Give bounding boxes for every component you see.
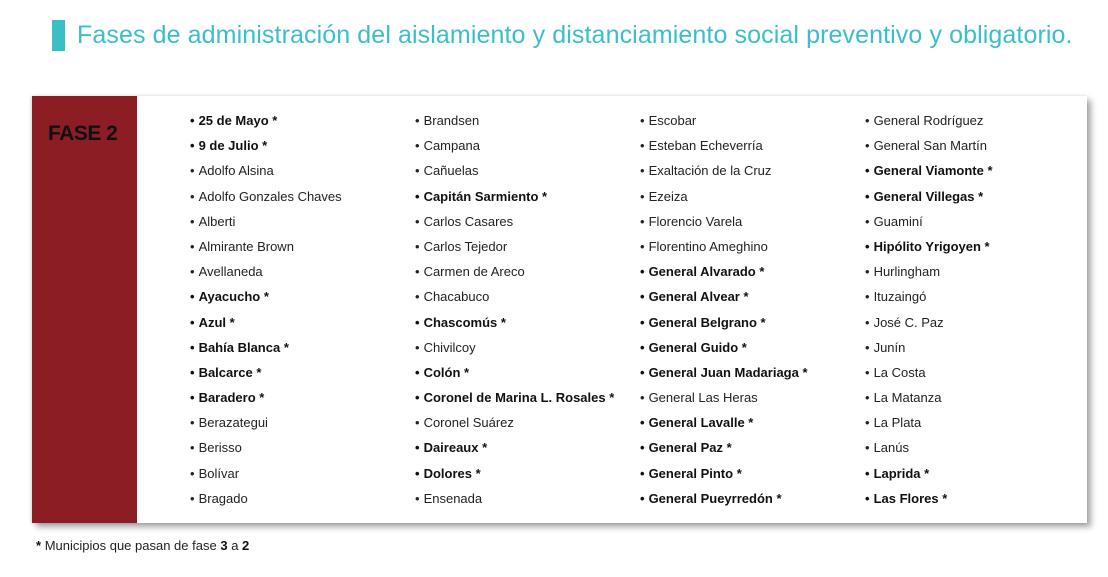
bullet-icon: • — [640, 289, 645, 305]
municipality-name: Ezeiza — [648, 188, 688, 204]
municipality-item — [640, 284, 860, 309]
bullet-icon: • — [865, 264, 870, 280]
bullet-icon: • — [640, 163, 645, 179]
municipality-name: Azul * — [198, 314, 235, 330]
municipality-item — [640, 385, 860, 410]
bullet-icon: • — [190, 415, 195, 431]
bullet-icon: • — [640, 213, 645, 229]
bullet-icon: • — [865, 440, 870, 456]
bullet-icon: • — [415, 390, 420, 406]
municipality-item — [640, 461, 860, 486]
municipality-name: General San Martín — [873, 138, 988, 154]
municipality-column-3 — [640, 108, 860, 511]
municipality-name: Alberti — [198, 213, 236, 229]
bullet-icon: • — [415, 213, 420, 229]
bullet-icon: • — [865, 465, 870, 481]
municipality-name: La Costa — [873, 364, 926, 380]
municipality-item — [415, 133, 635, 158]
municipality-item — [865, 410, 1085, 435]
phase-strip — [32, 96, 137, 523]
municipality-item — [415, 259, 635, 284]
municipality-name: General Villegas * — [873, 188, 984, 204]
bullet-icon: • — [190, 113, 195, 128]
footnote-star: * — [36, 538, 42, 553]
bullet-icon: • — [190, 490, 195, 506]
bullet-icon: • — [640, 339, 645, 355]
municipality-name: Bahía Blanca * — [198, 339, 289, 355]
municipality-item — [190, 184, 410, 209]
municipality-name: Florencio Varela — [648, 213, 743, 229]
municipality-name: La Plata — [873, 415, 922, 431]
municipality-name: 9 de Julio * — [198, 138, 268, 154]
municipality-item — [640, 234, 860, 259]
municipality-item — [865, 209, 1085, 234]
bullet-icon: • — [415, 138, 420, 154]
title-accent-bar — [52, 20, 65, 51]
municipality-column-4 — [865, 108, 1085, 511]
bullet-icon: • — [640, 264, 645, 280]
municipality-item — [640, 184, 860, 209]
bullet-icon: • — [415, 490, 420, 506]
municipality-item — [415, 158, 635, 183]
municipality-name: Chivilcoy — [423, 339, 476, 355]
municipality-name: Capitán Sarmiento * — [423, 188, 548, 204]
municipality-name: General Pinto * — [648, 465, 742, 481]
municipality-item — [640, 259, 860, 284]
bullet-icon: • — [190, 289, 195, 305]
bullet-icon: • — [415, 113, 420, 128]
municipality-item — [865, 259, 1085, 284]
municipality-item — [190, 461, 410, 486]
municipality-item — [190, 486, 410, 511]
municipality-name: General Pueyrredón * — [648, 490, 782, 506]
municipality-item — [415, 310, 635, 335]
municipality-item — [865, 486, 1085, 511]
bullet-icon: • — [190, 213, 195, 229]
municipality-item — [640, 209, 860, 234]
municipality-item — [190, 234, 410, 259]
municipality-name: Campana — [423, 138, 480, 154]
municipality-item — [190, 360, 410, 385]
municipality-name: Bragado — [198, 490, 248, 506]
municipality-name: Balcarce * — [198, 364, 262, 380]
municipality-name: General Belgrano * — [648, 314, 766, 330]
bullet-icon: • — [415, 339, 420, 355]
bullet-icon: • — [415, 415, 420, 431]
municipality-name: Escobar — [648, 113, 697, 128]
bullet-icon: • — [640, 113, 645, 128]
bullet-icon: • — [190, 440, 195, 456]
municipality-item — [865, 461, 1085, 486]
municipality-item — [415, 486, 635, 511]
municipality-item — [415, 108, 635, 133]
bullet-icon: • — [415, 163, 420, 179]
municipality-name: Brandsen — [423, 113, 480, 128]
municipality-item — [190, 335, 410, 360]
bullet-icon: • — [190, 390, 195, 406]
bullet-icon: • — [640, 440, 645, 456]
municipality-item — [640, 360, 860, 385]
municipality-name: General Alvarado * — [648, 264, 765, 280]
bullet-icon: • — [640, 490, 645, 506]
municipality-name: General Paz * — [648, 440, 732, 456]
bullet-icon: • — [190, 163, 195, 179]
municipality-name: Avellaneda — [198, 264, 263, 280]
municipality-name: General Viamonte * — [873, 163, 993, 179]
municipality-name: Berazategui — [198, 415, 268, 431]
bullet-icon: • — [865, 339, 870, 355]
municipality-name: Junín — [873, 339, 906, 355]
page-header — [52, 18, 1073, 52]
bullet-icon: • — [415, 289, 420, 305]
municipality-item — [865, 234, 1085, 259]
municipality-item — [640, 435, 860, 460]
bullet-icon: • — [190, 138, 195, 154]
municipality-item — [865, 435, 1085, 460]
municipality-name: Hurlingham — [873, 264, 941, 280]
municipality-item — [640, 310, 860, 335]
municipality-item — [865, 385, 1085, 410]
municipality-name: General Las Heras — [648, 390, 758, 406]
bullet-icon: • — [415, 364, 420, 380]
bullet-icon: • — [415, 465, 420, 481]
bullet-icon: • — [190, 364, 195, 380]
municipality-item — [640, 133, 860, 158]
municipality-item — [190, 435, 410, 460]
bullet-icon: • — [865, 113, 870, 128]
municipality-name: 25 de Mayo * — [198, 113, 278, 128]
bullet-icon: • — [865, 415, 870, 431]
footnote-text: Municipios que pasan de fase — [44, 538, 217, 553]
bullet-icon: • — [640, 314, 645, 330]
municipality-name: Dolores * — [423, 465, 481, 481]
municipality-name: Carlos Tejedor — [423, 238, 508, 254]
bullet-icon: • — [415, 440, 420, 456]
municipality-name: Las Flores * — [873, 490, 948, 506]
bullet-icon: • — [865, 238, 870, 254]
municipality-name: José C. Paz — [873, 314, 944, 330]
municipality-name: Coronel de Marina L. Rosales * — [423, 390, 615, 406]
municipality-item — [190, 310, 410, 335]
municipality-item — [415, 461, 635, 486]
municipality-name: Laprida * — [873, 465, 930, 481]
bullet-icon: • — [865, 188, 870, 204]
bullet-icon: • — [865, 289, 870, 305]
municipality-item — [415, 410, 635, 435]
bullet-icon: • — [640, 138, 645, 154]
municipality-item — [865, 158, 1085, 183]
municipality-item — [190, 133, 410, 158]
municipality-item — [190, 410, 410, 435]
municipality-item — [865, 133, 1085, 158]
footnote-to-phase: 2 — [242, 538, 250, 553]
bullet-icon: • — [190, 314, 195, 330]
municipality-item — [415, 284, 635, 309]
municipality-name: Carlos Casares — [423, 213, 514, 229]
bullet-icon: • — [865, 138, 870, 154]
bullet-icon: • — [865, 390, 870, 406]
phase-label: FASE 2 — [48, 122, 118, 145]
municipality-name: Colón * — [423, 364, 470, 380]
bullet-icon: • — [640, 415, 645, 431]
municipality-item — [415, 360, 635, 385]
municipality-name: Guaminí — [873, 213, 923, 229]
bullet-icon: • — [415, 238, 420, 254]
municipality-name: Exaltación de la Cruz — [648, 163, 772, 179]
municipality-item — [865, 360, 1085, 385]
municipality-item — [415, 335, 635, 360]
municipality-name: Adolfo Gonzales Chaves — [198, 188, 342, 204]
bullet-icon: • — [415, 188, 420, 204]
municipality-name: Lanús — [873, 440, 909, 456]
municipality-name: General Guido * — [648, 339, 747, 355]
bullet-icon: • — [865, 314, 870, 330]
municipality-name: General Lavalle * — [648, 415, 754, 431]
municipality-item — [415, 435, 635, 460]
municipality-name: Berisso — [198, 440, 242, 456]
bullet-icon: • — [415, 314, 420, 330]
bullet-icon: • — [865, 364, 870, 380]
footnote-from-phase: 3 — [220, 538, 228, 553]
municipality-name: La Matanza — [873, 390, 942, 406]
municipality-item — [640, 158, 860, 183]
municipality-column-2 — [415, 108, 635, 511]
municipality-item — [640, 108, 860, 133]
municipality-item — [190, 385, 410, 410]
municipality-item — [865, 335, 1085, 360]
page-title: Fases de administración del aislamiento y distanciamiento social preventivo y obligatorio. — [77, 20, 1073, 49]
municipality-name: Ayacucho * — [198, 289, 269, 305]
bullet-icon: • — [640, 238, 645, 254]
bullet-icon: • — [640, 188, 645, 204]
municipality-column-1 — [190, 108, 410, 511]
municipality-name: Chascomús * — [423, 314, 506, 330]
municipality-item — [865, 310, 1085, 335]
footnote-connector: a — [231, 538, 239, 553]
bullet-icon: • — [865, 163, 870, 179]
municipality-item — [190, 284, 410, 309]
municipality-item — [190, 158, 410, 183]
municipality-name: General Juan Madariaga * — [648, 364, 808, 380]
bullet-icon: • — [190, 238, 195, 254]
municipality-item — [415, 184, 635, 209]
municipality-name: Chacabuco — [423, 289, 490, 305]
municipality-name: Hipólito Yrigoyen * — [873, 238, 990, 254]
footnote — [36, 538, 249, 553]
municipality-item — [190, 108, 410, 133]
bullet-icon: • — [415, 264, 420, 280]
bullet-icon: • — [190, 339, 195, 355]
bullet-icon: • — [190, 188, 195, 204]
municipality-name: General Alvear * — [648, 289, 749, 305]
municipality-item — [640, 486, 860, 511]
municipality-name: Daireaux * — [423, 440, 488, 456]
municipality-item — [865, 184, 1085, 209]
municipality-item — [640, 335, 860, 360]
phase-card — [32, 96, 1087, 523]
bullet-icon: • — [190, 264, 195, 280]
municipality-name: Baradero * — [198, 390, 265, 406]
municipality-item — [415, 209, 635, 234]
bullet-icon: • — [865, 213, 870, 229]
municipality-name: Esteban Echeverría — [648, 138, 763, 154]
municipality-name: Florentino Ameghino — [648, 238, 768, 254]
municipality-item — [190, 209, 410, 234]
municipality-item — [190, 259, 410, 284]
bullet-icon: • — [640, 465, 645, 481]
municipality-item — [865, 284, 1085, 309]
municipality-item — [640, 410, 860, 435]
municipality-name: Carmen de Areco — [423, 264, 525, 280]
municipality-name: Bolívar — [198, 465, 240, 481]
municipality-name: Almirante Brown — [198, 238, 294, 254]
municipality-name: Adolfo Alsina — [198, 163, 274, 179]
municipality-name: Ituzaingó — [873, 289, 927, 305]
bullet-icon: • — [640, 364, 645, 380]
bullet-icon: • — [190, 465, 195, 481]
municipality-name: General Rodríguez — [873, 113, 984, 128]
bullet-icon: • — [865, 490, 870, 506]
municipality-name: Cañuelas — [423, 163, 479, 179]
municipality-name: Ensenada — [423, 490, 483, 506]
municipality-item — [865, 108, 1085, 133]
municipality-item — [415, 385, 635, 410]
municipality-item — [415, 234, 635, 259]
municipality-name: Coronel Suárez — [423, 415, 514, 431]
bullet-icon: • — [640, 390, 645, 406]
